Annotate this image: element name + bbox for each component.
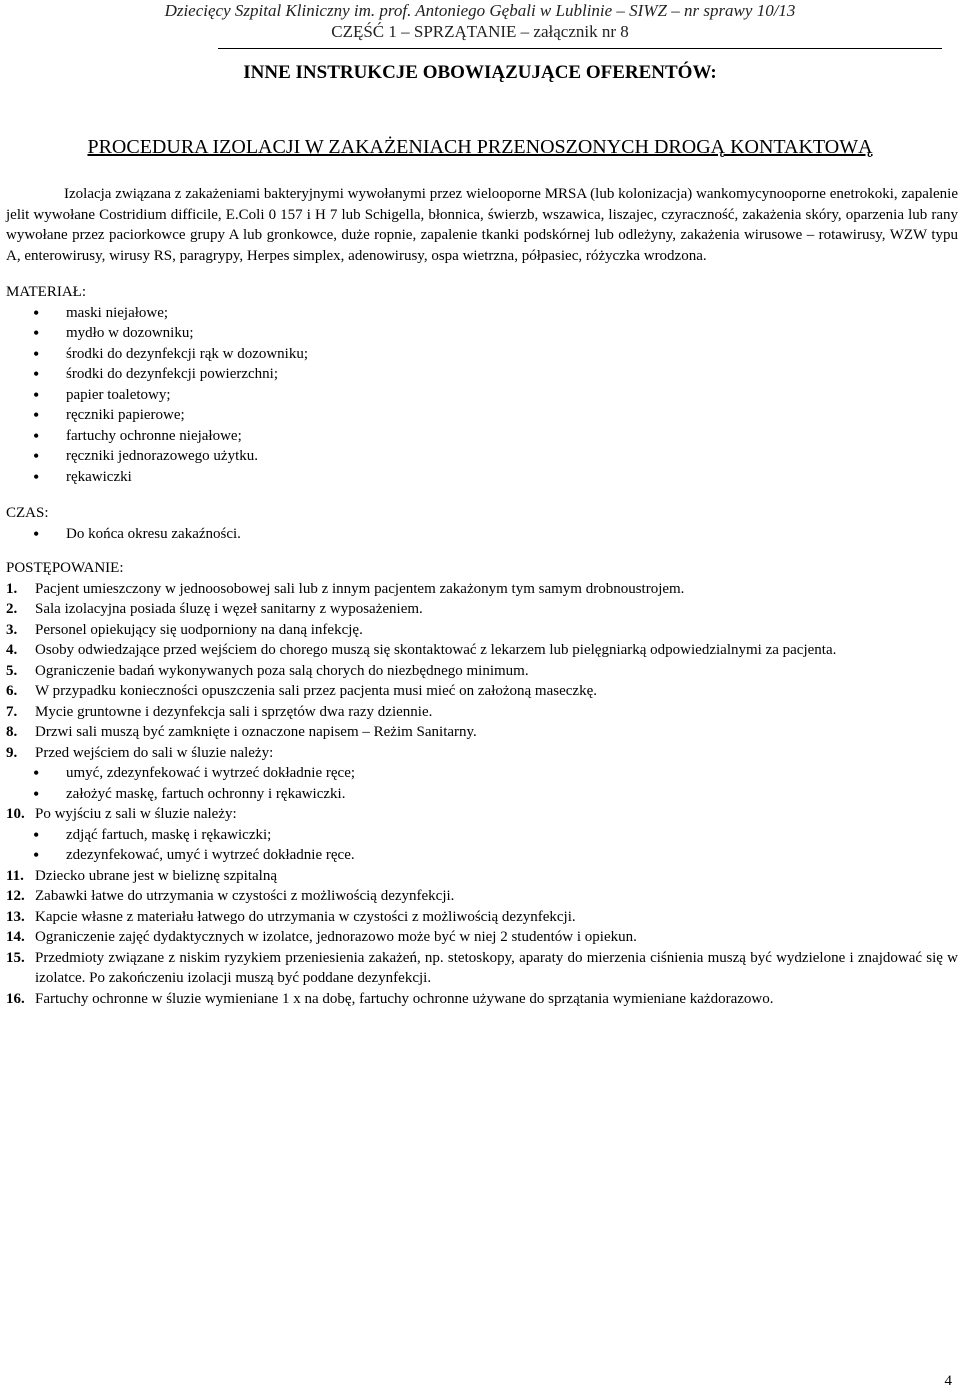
step-number: 6. [6, 683, 18, 699]
list-item: • papier toaletowy; [6, 385, 958, 406]
procedure-step [6, 640, 958, 661]
header-line-1: Dziecięcy Szpital Kliniczny im. prof. Antoniego Gębali w Lublinie – SIWZ – nr sprawy 10/13 [164, 1, 796, 20]
list-item: • mydło w dozowniku; [6, 323, 958, 344]
step-sub-list [6, 825, 958, 866]
step-number: 14. [6, 929, 25, 945]
list-item: • środki do dezynfekcji powierzchni; [6, 364, 958, 385]
step-text: Przed wejściem do sali w śluzie należy: [35, 744, 274, 761]
list-item: • środki do dezynfekcji rąk w dozowniku; [6, 344, 958, 365]
procedure-step [6, 722, 958, 743]
procedure-step [6, 702, 958, 723]
procedure-step [6, 989, 958, 1010]
step-text: W przypadku konieczności opuszczenia sali przez pacjenta musi mieć on założoną maseczkę. [35, 683, 597, 699]
step-text: Po wyjściu z sali w śluzie należy: [35, 806, 237, 822]
step-text: Mycie gruntowne i dezynfekcja sali i sprzętów dwa razy dziennie. [35, 703, 433, 720]
step-text: Sala izolacyjna posiada śluzę i węzeł sanitarny z wyposażeniem. [35, 601, 423, 617]
postepowanie-heading: POSTĘPOWANIE: [6, 560, 124, 576]
procedure-step [6, 927, 958, 948]
material-heading: MATERIAŁ: [6, 284, 86, 300]
step-number: 15. [6, 949, 25, 966]
step-number: 1. [6, 580, 18, 597]
procedure-step [6, 866, 958, 887]
step-number: 7. [6, 703, 18, 720]
list-item: • ręczniki papierowe; [6, 405, 958, 426]
procedure-step [6, 599, 958, 620]
step-sub-list [6, 763, 958, 804]
procedure-step [6, 661, 958, 682]
step-number: 4. [6, 642, 18, 658]
material-list [6, 303, 958, 488]
step-number: 12. [6, 888, 25, 904]
procedure-step [6, 681, 958, 702]
step-text: Osoby odwiedzające przed wejściem do chorego muszą się skontaktować z lekarzem lub pielęgniarką odpowiedzialnymi za pacjenta. [35, 642, 837, 658]
czas-list [6, 524, 958, 545]
step-number: 9. [6, 744, 18, 761]
procedure-step [6, 804, 958, 825]
step-text: Drzwi sali muszą być zamknięte i oznaczone napisem – Reżim Sanitarny. [35, 724, 477, 740]
step-number: 13. [6, 908, 25, 925]
step-text: Dziecko ubrane jest w bieliznę szpitalną [35, 867, 277, 884]
czas-section [6, 503, 958, 544]
list-item: • maski niejałowe; [6, 303, 958, 324]
intro-paragraph: Izolacja związana z zakażeniami bakteryjnymi wywołanymi przez wielooporne MRSA (lub kolonizacja) wankomycynooporne enetrokoki, zapalenie jelit wywołane Costridium difficile, E.Coli 0 157 i H 7 lub Schigella, błonnica, świerzb, wszawica, liszajec, czyraczność, zakażenia skóry, oparzenia lub rany wywołane przez paciorkowce grupy A lub gronkowce, duże ropnie, zapalenie tkanki podskórnej lub odleżyny, zakażenia wirusowe – rotawirusy, WZW typu A, enterowirusy, wirusy RS, paragrypy, Herpes simplex, adenowirusy, ospa wietrzna, półpasiec, różyczka wrodzona. [6, 186, 958, 264]
procedure-step [6, 886, 958, 907]
step-text: Ograniczenie badań wykonywanych poza salą chorych do niezbędnego minimum. [35, 662, 529, 679]
step-text: Fartuchy ochronne w śluzie wymieniane 1 x na dobę, fartuchy ochronne używane do sprzątania wymieniane każdorazowo. [35, 990, 774, 1007]
procedure-step [6, 948, 958, 989]
list-item: • zdjąć fartuch, maskę i rękawiczki; [6, 825, 958, 846]
step-text: Ograniczenie zajęć dydaktycznych w izolatce, jednorazowo może być w niej 2 studentów i opiekun. [35, 929, 637, 945]
sub-list-container [6, 763, 958, 804]
list-item: • fartuchy ochronne niejałowe; [6, 426, 958, 447]
step-number: 3. [6, 621, 18, 638]
list-item: • ręczniki jednorazowego użytku. [6, 446, 958, 467]
header-divider [218, 48, 942, 49]
step-number: 5. [6, 662, 18, 679]
step-text: Przedmioty związane z niskim ryzykiem przeniesienia zakażeń, np. stetoskopy, aparaty do mierzenia ciśnienia muszą być wydzielone i znajdować się w izolatce. Po zakończeniu izolacji muszą być poddane dezynfekcji. [35, 949, 958, 986]
page-number: 4 [944, 1373, 952, 1389]
step-number: 10. [6, 806, 25, 822]
procedure-step [6, 743, 958, 764]
procedure-step [6, 907, 958, 928]
sub-list-container [6, 825, 958, 866]
step-text: Personel opiekujący się uodporniony na daną infekcję. [35, 621, 363, 638]
step-text: Pacjent umieszczony w jednoosobowej sali lub z innym pacjentem zakażonym tym samym drobnoustrojem. [35, 580, 685, 597]
page-header [0, 0, 960, 42]
step-number: 16. [6, 990, 25, 1007]
list-item: • umyć, zdezynfekować i wytrzeć dokładnie ręce; [6, 763, 958, 784]
step-text: Zabawki łatwe do utrzymania w czystości z możliwością dezynfekcji. [35, 888, 455, 904]
list-item: • Do końca okresu zakaźności. [6, 524, 958, 545]
material-section [6, 282, 958, 487]
step-number: 2. [6, 601, 18, 617]
steps-list [6, 579, 958, 1010]
document-body [6, 184, 958, 1009]
procedure-step [6, 579, 958, 600]
list-item: • zdezynfekować, umyć i wytrzeć dokładnie ręce. [6, 845, 958, 866]
header-line-2: CZĘŚĆ 1 – SPRZĄTANIE – załącznik nr 8 [331, 22, 629, 41]
postepowanie-section [6, 558, 958, 1009]
procedure-title: PROCEDURA IZOLACJI W ZAKAŻENIACH PRZENOSZONYCH DROGĄ KONTAKTOWĄ [87, 136, 873, 158]
list-item: • założyć maskę, fartuch ochronny i rękawiczki. [6, 784, 958, 805]
czas-heading: CZAS: [6, 505, 49, 521]
step-number: 11. [6, 867, 24, 884]
section-title: INNE INSTRUKCJE OBOWIĄZUJĄCE OFERENTÓW: [243, 62, 717, 83]
step-number: 8. [6, 724, 18, 740]
procedure-step [6, 620, 958, 641]
list-item: • rękawiczki [6, 467, 958, 488]
step-text: Kapcie własne z materiału łatwego do utrzymania w czystości z możliwością dezynfekcji. [35, 908, 576, 925]
